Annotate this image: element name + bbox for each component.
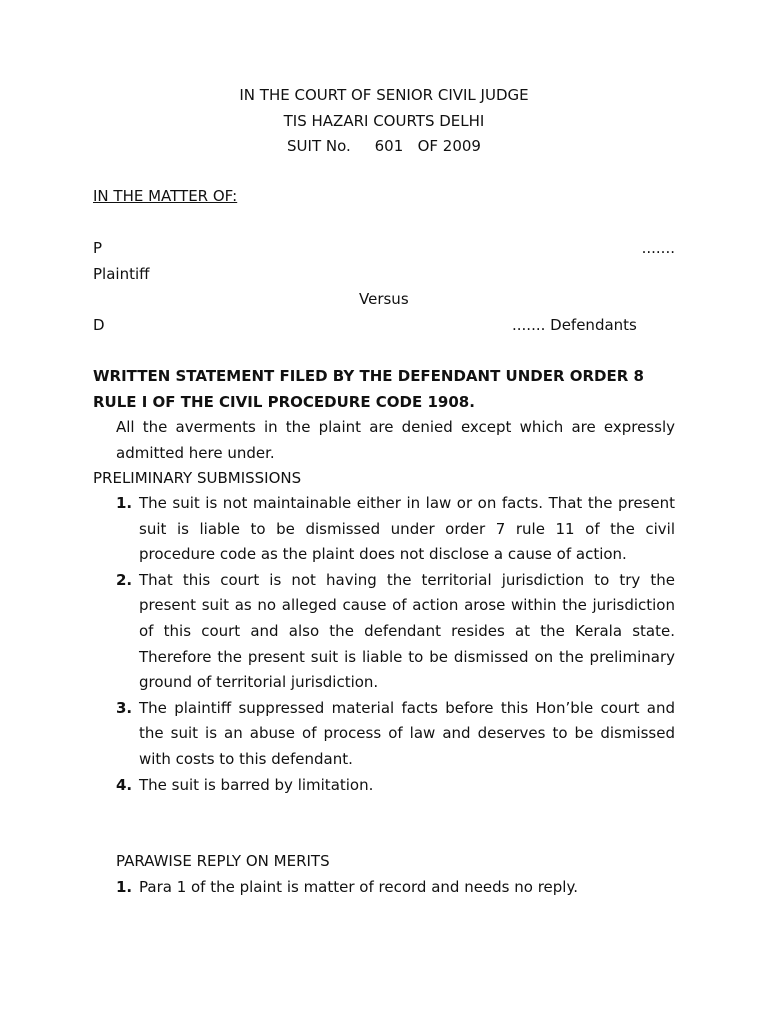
list-text: The suit is barred by limitation. bbox=[139, 775, 374, 794]
intro-paragraph bbox=[93, 415, 675, 466]
list-number: 1. bbox=[116, 494, 133, 512]
list-number: 3. bbox=[116, 698, 133, 717]
plaintiff-label-row bbox=[93, 262, 675, 288]
defendant-label: ....... Defendants bbox=[512, 315, 637, 334]
parties-section bbox=[93, 236, 675, 338]
plaintiff-initial: P bbox=[93, 239, 103, 257]
matter-heading: IN THE MATTER OF: bbox=[93, 187, 238, 205]
defendant-row bbox=[93, 313, 675, 339]
merits-heading bbox=[93, 849, 675, 875]
suit-label: SUIT No. bbox=[287, 137, 351, 156]
list-number: 2. bbox=[116, 570, 133, 589]
list-text: That this court is not having the territorial jurisdiction to try the present suit as no alleged cause of action arose within the jurisdiction of this court and also the defendant resides at the Kerala state. Therefore the present suit is liable to be dismissed on the preliminary ground of territorial jurisdiction. bbox=[139, 570, 675, 692]
statement-title-line2: RULE I OF THE CIVIL PROCEDURE CODE 1908. bbox=[93, 392, 475, 411]
defendant-initial: D bbox=[93, 315, 105, 334]
list-text: Para 1 of the plaint is matter of record and needs no reply. bbox=[139, 878, 578, 896]
preliminary-heading: PRELIMINARY SUBMISSIONS bbox=[93, 469, 302, 487]
court-header bbox=[93, 83, 675, 160]
list-item bbox=[93, 875, 675, 901]
merits-heading-text: PARAWISE REPLY ON MERITS bbox=[116, 852, 330, 870]
suit-year: OF 2009 bbox=[417, 137, 481, 156]
court-name: IN THE COURT OF SENIOR CIVIL JUDGE bbox=[239, 86, 529, 104]
plaintiff-dots: ....... bbox=[641, 239, 675, 257]
merits-list bbox=[93, 875, 675, 901]
list-item bbox=[93, 568, 675, 696]
list-item bbox=[93, 696, 675, 773]
suit-number-line bbox=[93, 134, 675, 160]
list-text: The plaintiff suppressed material facts before this Hon’ble court and the suit is an abuse of process of law and deserves to be dismissed with costs to this defendant. bbox=[139, 698, 675, 768]
versus-label: Versus bbox=[359, 290, 409, 309]
list-number: 4. bbox=[116, 775, 133, 794]
list-text: The suit is not maintainable either in law or on facts. That the present suit is liable to be dismissed under order 7 rule 11 of the civil procedure code as the plaint does not disclose a cause of action. bbox=[139, 494, 675, 564]
court-location: TIS HAZARI COURTS DELHI bbox=[283, 111, 485, 130]
preliminary-list bbox=[93, 491, 675, 798]
suit-number: 601 bbox=[374, 137, 404, 156]
list-item bbox=[93, 773, 675, 799]
list-item bbox=[93, 491, 675, 568]
plaintiff-label: Plaintiff bbox=[93, 264, 150, 283]
plaintiff-row bbox=[93, 236, 675, 262]
versus-row bbox=[93, 287, 675, 313]
intro-text: All the averments in the plaint are denied except which are expressly admitted here under. bbox=[116, 418, 675, 462]
statement-title bbox=[93, 364, 675, 415]
list-number: 1. bbox=[116, 878, 133, 896]
statement-title-line1: WRITTEN STATEMENT FILED BY THE DEFENDANT UNDER ORDER 8 bbox=[93, 367, 644, 385]
